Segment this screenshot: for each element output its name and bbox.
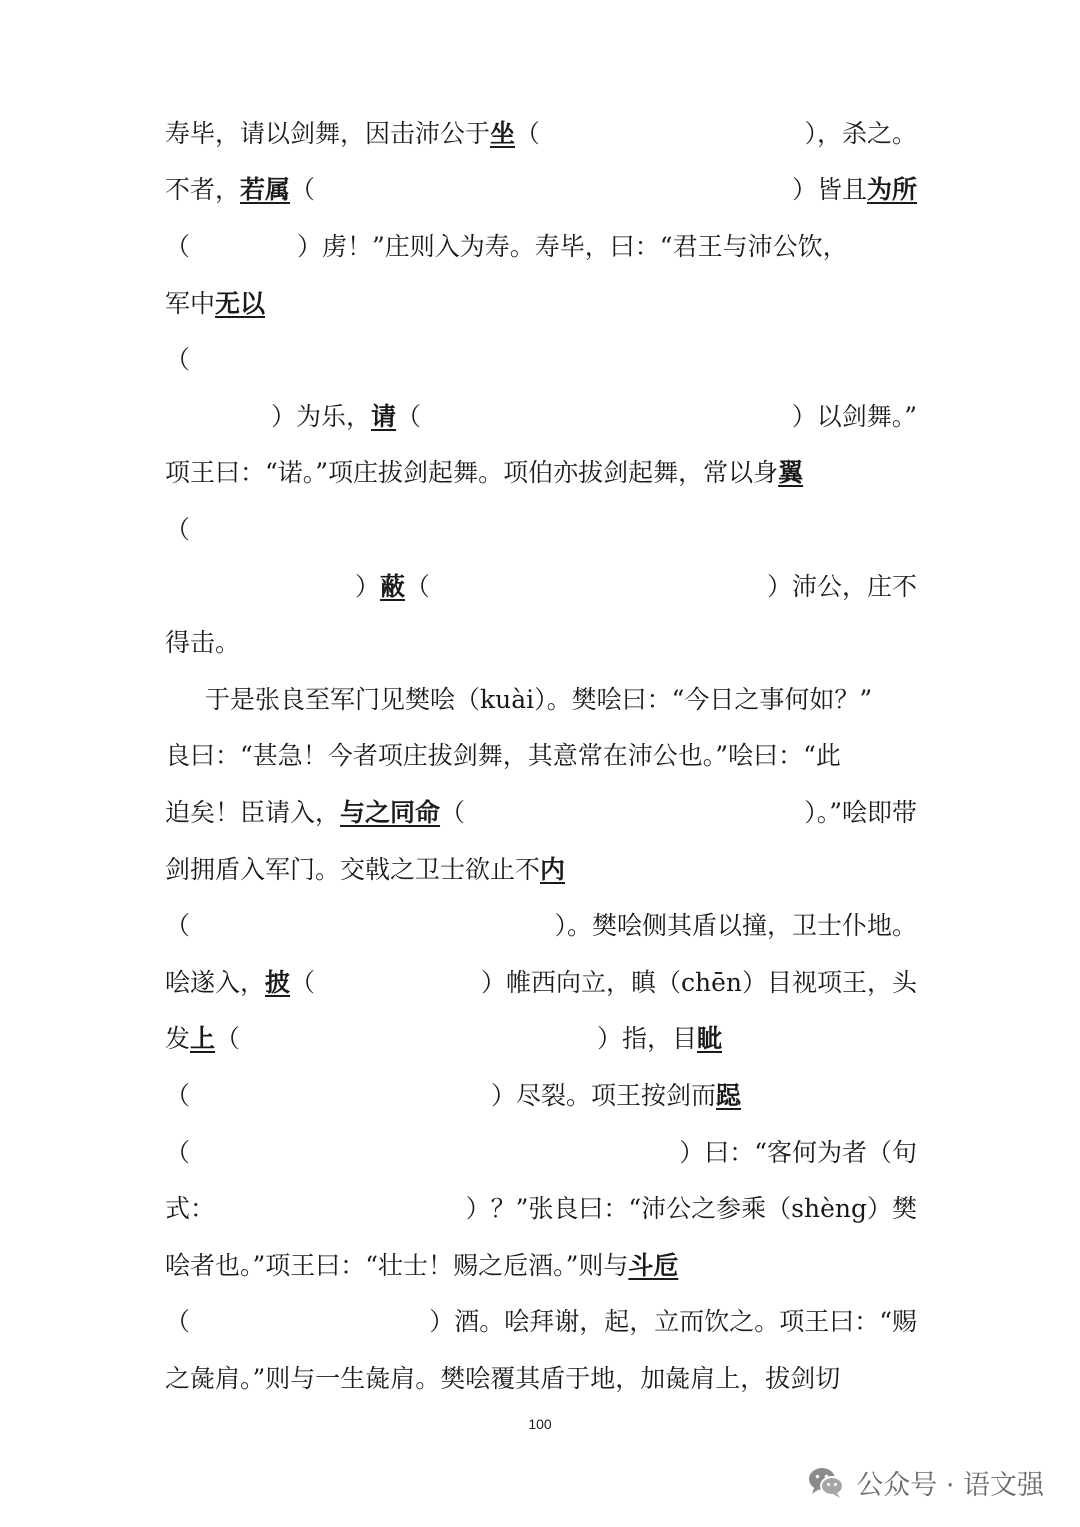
text-line	[165, 1131, 917, 1175]
blank-open: （	[405, 572, 431, 601]
text-segment: ）？”张良曰：“沛公之参乘（shèng）樊	[465, 1194, 917, 1223]
text-segment: ）虏！”庄则入为寿。寿毕，曰：“君王与沛公饮，	[297, 232, 848, 261]
text-line	[165, 395, 917, 439]
blank-open: （	[515, 119, 541, 148]
page-number: 100	[528, 1416, 552, 1432]
text-segment: ）以剑舞。”	[791, 402, 917, 431]
text-line	[205, 678, 917, 722]
text-line	[165, 1244, 917, 1288]
text-line	[165, 961, 917, 1005]
keyword-underlined: 内	[540, 855, 566, 884]
blank-open: （	[290, 968, 316, 997]
text-segment: 军中	[165, 289, 216, 318]
text-segment: ）帷西向立，瞋（chēn）目视项王，头	[481, 968, 917, 997]
blank-open: （	[165, 345, 191, 374]
keyword-underlined: 跽	[716, 1081, 742, 1110]
text-line	[165, 1074, 917, 1118]
keyword-underlined: 请	[371, 402, 397, 431]
text-segment: ）指，目	[597, 1024, 698, 1053]
text-segment: ）。樊哙侧其盾以撞，卫士仆地。	[554, 911, 917, 940]
text-line	[165, 508, 917, 552]
watermark-text: 公众号 · 语文强	[856, 1469, 1044, 1501]
text-line	[165, 848, 917, 892]
keyword-underlined: 若属	[240, 175, 291, 204]
text-line	[165, 112, 917, 156]
text-line	[165, 621, 917, 665]
text-segment: ）尽裂。项王按剑而	[491, 1081, 717, 1110]
keyword-underlined: 坐	[490, 119, 516, 148]
text-segment: 得击。	[165, 628, 241, 657]
blank-open: （	[165, 1307, 191, 1336]
keyword-underlined: 蔽	[380, 572, 406, 601]
watermark	[806, 1458, 1044, 1506]
text-segment: ）皆且	[791, 175, 867, 204]
text-segment: 迫矣！臣请入，	[165, 798, 341, 827]
text-line	[165, 904, 917, 948]
text-segment: ）酒。哙拜谢，起，立而饮之。项王曰：“赐	[429, 1307, 917, 1336]
text-segment: ）为乐，	[271, 402, 372, 431]
text-line	[165, 225, 917, 269]
wechat-icon	[806, 1462, 846, 1502]
text-line	[165, 791, 917, 835]
text-segment: 不者，	[165, 175, 241, 204]
text-line	[165, 168, 917, 212]
blank-open: （	[165, 232, 191, 261]
text-line	[165, 451, 917, 495]
text-segment: 哙遂入，	[165, 968, 266, 997]
blank-open: （	[165, 1081, 191, 1110]
text-segment: ）沛公，庄不	[766, 572, 917, 601]
text-segment: 项王曰：“诺。”项庄拔剑起舞。项伯亦拔剑起舞，常以身	[165, 458, 779, 487]
keyword-underlined: 翼	[778, 458, 804, 487]
keyword-underlined: 与之同命	[340, 798, 441, 827]
text-line	[165, 1357, 917, 1401]
blank-close: ）	[355, 572, 381, 601]
text-segment: ）。”哙即带	[804, 798, 917, 827]
text-line	[165, 282, 917, 326]
text-segment: 哙者也。”项王曰：“壮士！赐之卮酒。”则与	[165, 1251, 629, 1280]
keyword-underlined: 眦	[697, 1024, 723, 1053]
text-segment: 剑拥盾入军门。交戟之卫士欲止不	[165, 855, 541, 884]
blank-open: （	[396, 402, 422, 431]
keyword-underlined: 斗卮	[628, 1251, 679, 1280]
text-line	[165, 1300, 917, 1344]
blank-open: （	[215, 1024, 241, 1053]
text-segment: 发	[165, 1024, 191, 1053]
text-line	[165, 338, 917, 382]
text-line	[165, 565, 917, 609]
keyword-underlined: 为所	[866, 175, 917, 204]
blank-open: （	[165, 1138, 191, 1167]
keyword-underlined: 上	[190, 1024, 216, 1053]
keyword-underlined: 无以	[215, 289, 266, 318]
text-segment: 于是张良至军门见樊哙（kuài）。樊哙曰：“今日之事何如？”	[205, 685, 873, 714]
blank-open: （	[165, 911, 191, 940]
text-line	[165, 1187, 917, 1231]
text-segment: 良曰：“甚急！今者项庄拔剑舞，其意常在沛公也。”哙曰：“此	[165, 741, 841, 770]
text-segment: ），杀之。	[804, 119, 917, 148]
keyword-underlined: 披	[265, 968, 291, 997]
text-segment: 之彘肩。”则与一生彘肩。樊哙覆其盾于地，加彘肩上，拔剑切	[165, 1364, 841, 1393]
text-segment: 寿毕，请以剑舞，因击沛公于	[165, 119, 491, 148]
text-segment: 式：	[165, 1194, 216, 1223]
blank-open: （	[440, 798, 466, 827]
text-line	[165, 734, 917, 778]
blank-open: （	[165, 515, 191, 544]
text-segment: ）曰：“客何为者（句	[679, 1138, 917, 1167]
text-line	[165, 1017, 917, 1061]
blank-open: （	[290, 175, 316, 204]
